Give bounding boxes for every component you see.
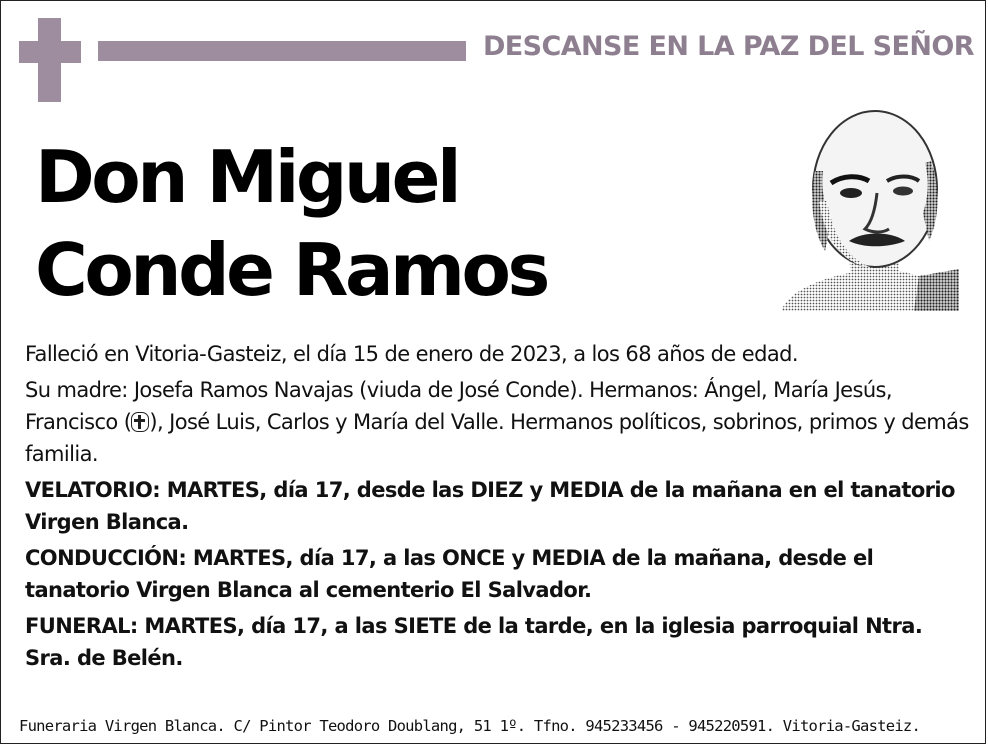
funeral-home-footer: Funeraria Virgen Blanca. C/ Pintor Teodoro Doublang, 51 1º. Tfno. 945233456 - 945220591. Vitoria-Gasteiz.	[19, 717, 921, 735]
death-paragraph: Falleció en Vitoria-Gasteiz, el día 15 de enero de 2023, a los 68 años de edad.	[25, 342, 798, 366]
deceased-name	[35, 131, 547, 317]
name-line-2: Conde Ramos	[35, 228, 547, 312]
family-text-part-2: ), José Luis, Carlos y María del Valle. Hermanos políticos, sobrinos, primos y demás familia.	[25, 410, 969, 466]
family-paragraph	[25, 374, 970, 470]
header-title: DESCANSE EN LA PAZ DEL SEÑOR	[483, 31, 974, 62]
name-line-1: Don Miguel	[35, 135, 459, 219]
velatorio-paragraph: VELATORIO: MARTES, día 17, desde las DIEZ y MEDIA de la mañana en el tanatorio Virgen Blanca.	[25, 478, 955, 534]
conduccion-paragraph: CONDUCCIÓN: MARTES, día 17, a las ONCE y MEDIA de la mañana, desde el tanatorio Virgen Blanca al cementerio El Salvador.	[25, 546, 874, 602]
funeral-paragraph: FUNERAL: MARTES, día 17, a las SIETE de la tarde, en la iglesia parroquial Ntra. Sra. de Belén.	[25, 614, 923, 670]
notice-body	[25, 338, 970, 678]
family-text-part-1: Su madre: Josefa Ramos Navajas (viuda de José Conde). Hermanos: Ángel, María Jesús, Francisco (	[25, 378, 892, 434]
portrait-photo	[779, 101, 959, 311]
small-cross-icon	[131, 412, 149, 432]
header-rule	[98, 41, 466, 61]
